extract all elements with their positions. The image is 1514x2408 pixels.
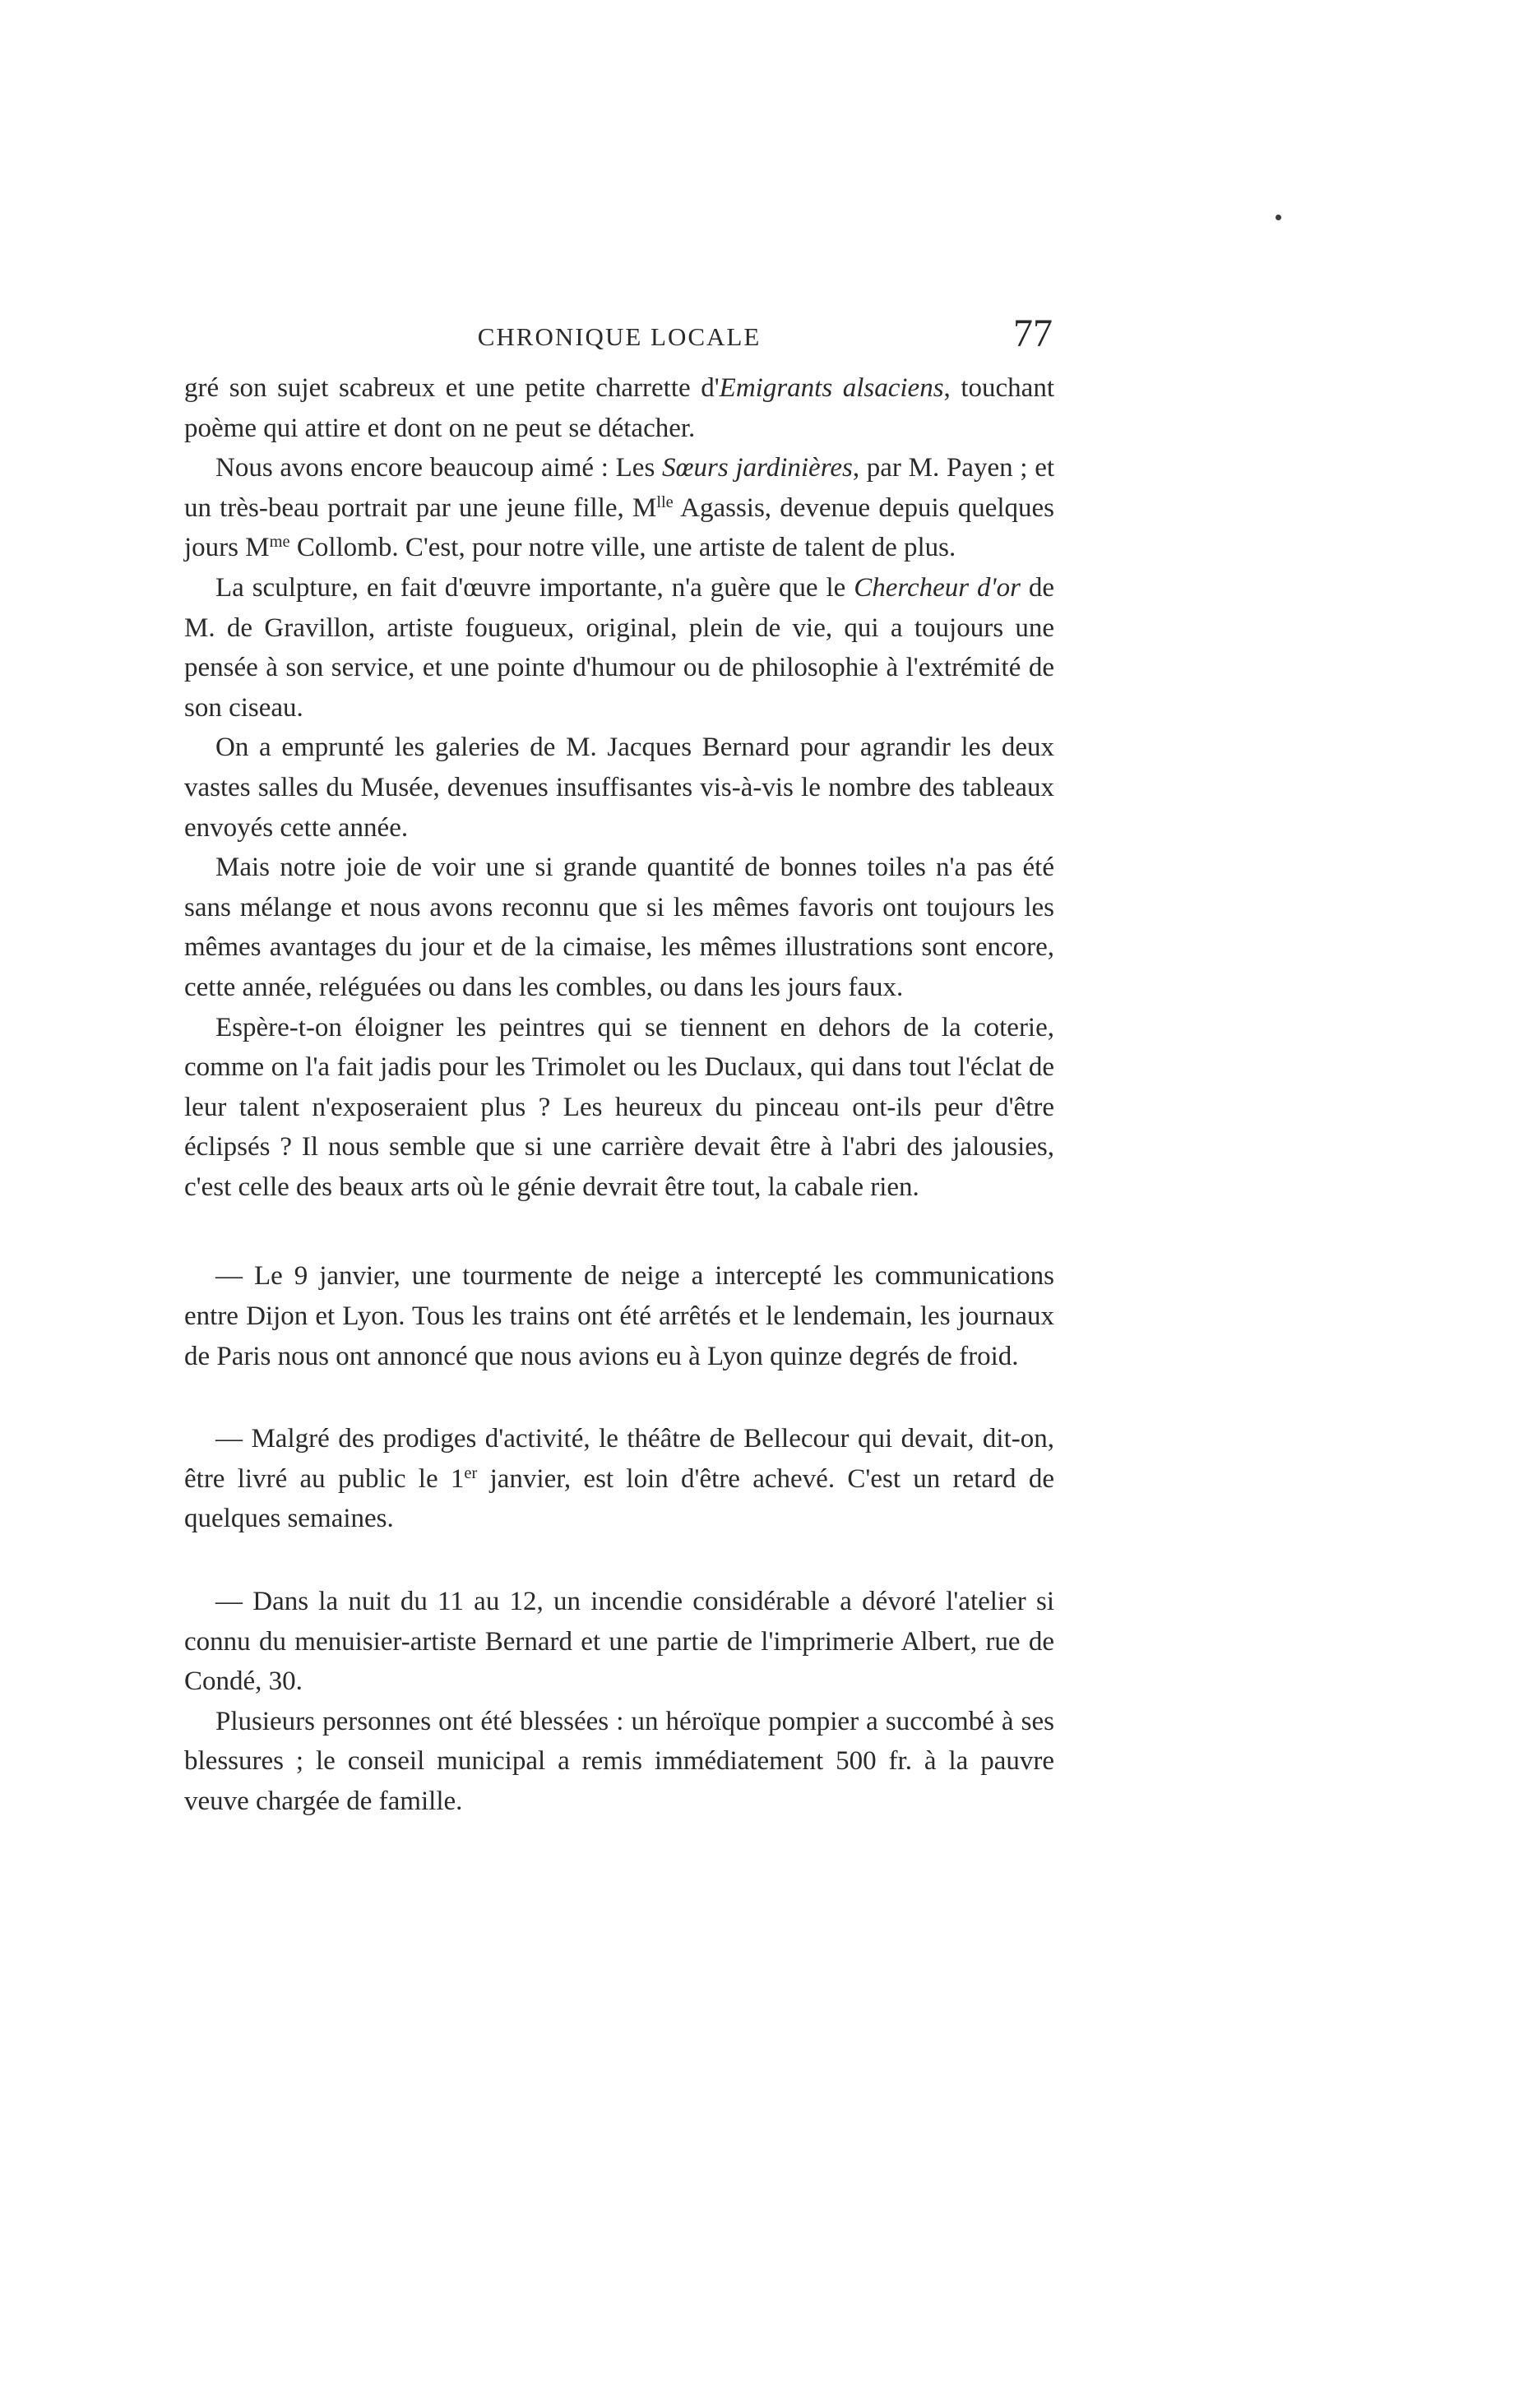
italic-title: Chercheur d'or xyxy=(854,572,1021,603)
text-run: , touchant poème qui attire et dont on ne peut se détacher. xyxy=(184,373,1054,443)
italic-title: Sœurs jardinières xyxy=(662,453,853,483)
paragraph: On a emprunté les galeries de M. Jacques Bernard pour agrandir les deux vastes salles du Musée, devenues insuffisantes vis-à-vis le nombre des tableaux envoyés cette année. xyxy=(184,733,1054,843)
text-run: gré son sujet scabreux et une petite charrette d' xyxy=(184,373,720,403)
news-item: — Dans la nuit du 11 au 12, un incendie considérable a dévoré l'atelier si connu du menuisier-artiste Bernard et une partie de l'imprimerie Albert, rue de Condé, 30. xyxy=(184,1587,1054,1697)
paragraph: Espère-t-on éloigner les peintres qui se tiennent en dehors de la coterie, comme on l'a fait jadis pour les Trimolet ou les Duclaux, qui dans tout l'éclat de leur talent n'exposeraient plus ? Les heureux du pinceau ont-ils peur d'être éclipsés ? Il nous semble que si une carrière devait être à l'abri des jalousies, c'est celle des beaux arts où le génie devrait être tout, la cabale rien. xyxy=(184,1012,1054,1202)
text-run: Nous avons encore beaucoup aimé : Les xyxy=(215,453,663,483)
text-run: Agassis, devenue depuis quelques jours M xyxy=(184,492,1054,563)
text-run: de M. de Gravillon, artiste fougueux, original, plein de vie, qui a toujours une pensée à son service, et une pointe d'humour ou de philosophie à l'extrémité de son ciseau. xyxy=(184,572,1054,723)
ink-speck xyxy=(1276,215,1281,220)
text-run: Collomb. C'est, pour notre ville, une artiste de talent de plus. xyxy=(289,533,956,563)
italic-title: Emigrants alsaciens xyxy=(719,373,944,403)
paragraph xyxy=(184,448,1054,568)
text-run: janvier, est loin d'être achevé. C'est un retard de quelques semaines. xyxy=(184,1463,1054,1534)
text-run: , par M. Payen ; et un très-beau portrait par une jeune fille, M xyxy=(184,453,1055,523)
text-run: La sculpture, en fait d'œuvre importante, n'a guère que le xyxy=(215,572,854,603)
running-title: CHRONIQUE LOCALE xyxy=(477,322,762,351)
page-header xyxy=(184,311,1054,368)
body-text xyxy=(184,368,1054,1822)
superscript: me xyxy=(269,533,290,552)
page-number: 77 xyxy=(1013,312,1053,355)
news-item: — Le 9 janvier, une tourmente de neige a intercepté les communications entre Dijon et Lyon. Tous les trains ont été arrêtés et le lendemain, les journaux de Paris nous ont annoncé que nous avions eu à Lyon quinze degrés de froid. xyxy=(184,1261,1054,1371)
paragraph xyxy=(184,568,1054,728)
paragraph: Mais notre joie de voir une si grande quantité de bonnes toiles n'a pas été sans mélange et nous avons reconnu que si les mêmes favoris ont toujours les mêmes avantages du jour et de la cimaise, les mêmes illustrations sont encore, cette année, reléguées ou dans les combles, ou dans les jours faux. xyxy=(184,853,1054,1002)
superscript: lle xyxy=(656,492,674,511)
superscript: er xyxy=(464,1463,478,1482)
text-run: — Malgré des prodiges d'activité, le théâtre de Bellecour qui devait, dit-on, être livré au public le 1 xyxy=(184,1424,1054,1494)
paragraph: Plusieurs personnes ont été blessées : un héroïque pompier a succombé à ses blessures ; le conseil municipal a remis immédiatement 500 fr. à la pauvre veuve chargée de famille. xyxy=(184,1706,1054,1816)
news-item xyxy=(184,1419,1054,1539)
paragraph-continuation xyxy=(184,368,1054,448)
